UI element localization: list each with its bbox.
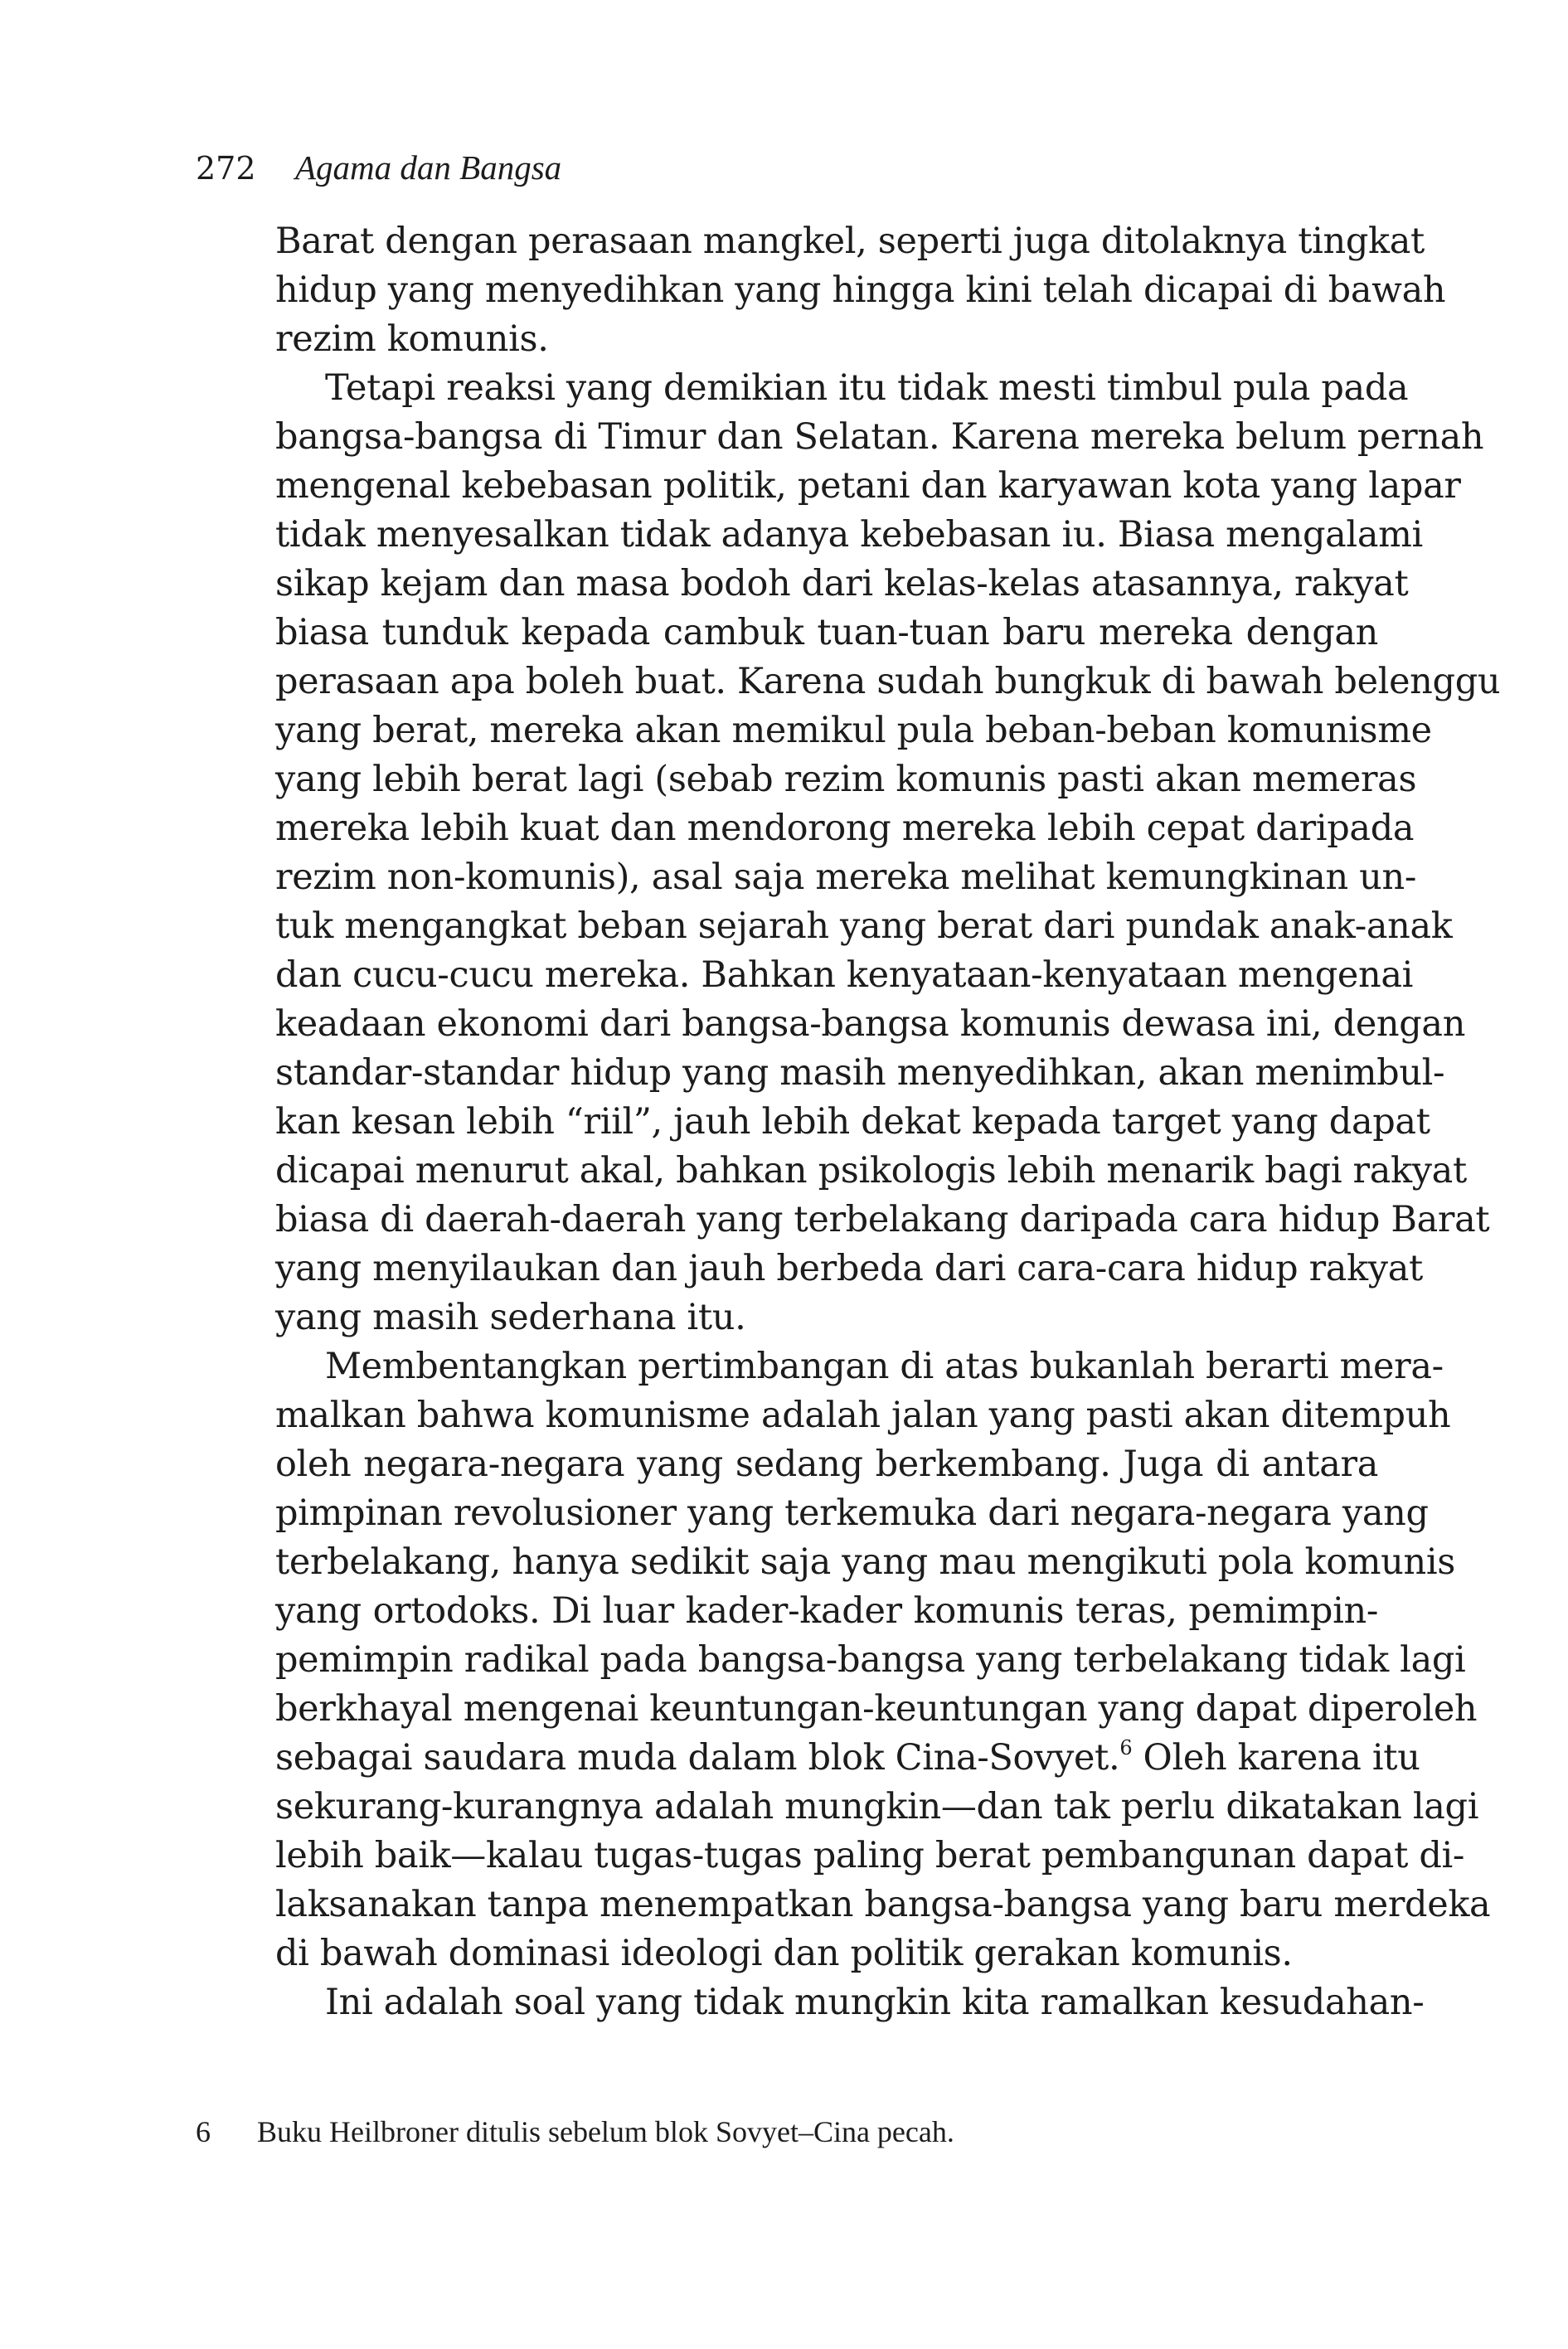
text-line: Membentangkan pertimbangan di atas bukanlah berarti mera- bbox=[325, 1346, 1444, 1387]
footnote-number: 6 bbox=[196, 2115, 211, 2148]
running-header bbox=[196, 148, 561, 197]
text-line: biasa di daerah-daerah yang terbelakang daripada cara hidup Barat bbox=[275, 1199, 1490, 1240]
text-segment: sebagai saudara muda dalam blok Cina-Sovyet. bbox=[275, 1737, 1120, 1779]
page-number: 272 bbox=[196, 150, 256, 187]
text-line: pimpinan revolusioner yang terkemuka dari negara-negara yang bbox=[275, 1492, 1429, 1534]
running-title: Agama dan Bangsa bbox=[295, 148, 562, 187]
text-line: pemimpin radikal pada bangsa-bangsa yang terbelakang tidak lagi bbox=[275, 1639, 1466, 1681]
text-line: yang lebih berat lagi (sebab rezim komunis pasti akan memeras bbox=[275, 759, 1417, 800]
text-line: Barat dengan perasaan mangkel, seperti juga ditolaknya tingkat bbox=[275, 221, 1425, 262]
text-line: mengenal kebebasan politik, petani dan karyawan kota yang lapar bbox=[275, 465, 1461, 507]
text-line: kan kesan lebih “riil”, jauh lebih dekat kepada target yang dapat bbox=[275, 1101, 1430, 1143]
paragraph bbox=[275, 1978, 1425, 2027]
text-line: malkan bahwa komunisme adalah jalan yang pasti akan ditempuh bbox=[275, 1395, 1451, 1436]
text-line: rezim komunis. bbox=[275, 318, 549, 360]
text-segment: Oleh karena itu bbox=[1132, 1737, 1420, 1779]
text-line: yang masih sederhana itu. bbox=[275, 1297, 746, 1338]
footnote bbox=[196, 2113, 1373, 2151]
text-line: bangsa-bangsa di Timur dan Selatan. Karena mereka belum pernah bbox=[275, 416, 1484, 458]
text-line: oleh negara-negara yang sedang berkembang. Juga di antara bbox=[275, 1444, 1378, 1485]
text-line: sikap kejam dan masa bodoh dari kelas-kelas atasannya, rakyat bbox=[275, 563, 1409, 604]
text-line: standar-standar hidup yang masih menyedihkan, akan menimbul- bbox=[275, 1052, 1445, 1094]
text-line: mereka lebih kuat dan mendorong mereka lebih cepat daripada bbox=[275, 808, 1415, 849]
footnote-reference[interactable]: 6 bbox=[1119, 1736, 1133, 1759]
paragraph bbox=[275, 364, 1501, 1342]
text-line: berkhayal mengenai keuntungan-keuntungan yang dapat diperoleh bbox=[275, 1688, 1478, 1730]
text-line: terbelakang, hanya sedikit saja yang mau mengikuti pola komunis bbox=[275, 1541, 1455, 1583]
body-text bbox=[275, 217, 1501, 2027]
text-line-with-footnote bbox=[275, 1734, 1420, 1783]
footnote-text: Buku Heilbroner ditulis sebelum blok Sovyet–Cina pecah. bbox=[257, 2115, 954, 2148]
text-line: keadaan ekonomi dari bangsa-bangsa komunis dewasa ini, dengan bbox=[275, 1003, 1466, 1045]
text-line: biasa tunduk kepada cambuk tuan-tuan baru mereka dengan bbox=[275, 612, 1378, 653]
text-line: Ini adalah soal yang tidak mungkin kita ramalkan kesudahan- bbox=[325, 1982, 1425, 2023]
text-line: Tetapi reaksi yang demikian itu tidak mesti timbul pula pada bbox=[325, 367, 1409, 409]
text-line: dicapai menurut akal, bahkan psikologis lebih menarik bagi rakyat bbox=[275, 1150, 1467, 1191]
text-line: hidup yang menyedihkan yang hingga kini telah dicapai di bawah bbox=[275, 269, 1446, 311]
text-line: rezim non-komunis), asal saja mereka melihat kemungkinan un- bbox=[275, 857, 1416, 898]
text-line: tuk mengangkat beban sejarah yang berat dari pundak anak-anak bbox=[275, 905, 1453, 947]
text-line: lebih baik—kalau tugas-tugas paling berat pembangunan dapat di- bbox=[275, 1835, 1465, 1876]
text-line: tidak menyesalkan tidak adanya kebebasan iu. Biasa mengalami bbox=[275, 514, 1423, 556]
text-line: perasaan apa boleh buat. Karena sudah bungkuk di bawah belenggu bbox=[275, 661, 1501, 702]
text-line: di bawah dominasi ideologi dan politik gerakan komunis. bbox=[275, 1933, 1293, 1974]
text-line: laksanakan tanpa menempatkan bangsa-bangsa yang baru merdeka bbox=[275, 1884, 1491, 1925]
text-line: yang menyilaukan dan jauh berbeda dari cara-cara hidup rakyat bbox=[275, 1248, 1423, 1289]
text-line: yang ortodoks. Di luar kader-kader komunis teras, pemimpin- bbox=[275, 1590, 1378, 1632]
text-line: dan cucu-cucu mereka. Bahkan kenyataan-kenyataan mengenai bbox=[275, 954, 1414, 996]
text-line: sekurang-kurangnya adalah mungkin—dan tak perlu dikatakan lagi bbox=[275, 1786, 1479, 1827]
paragraph bbox=[275, 217, 1446, 364]
text-line: yang berat, mereka akan memikul pula beban-beban komunisme bbox=[275, 710, 1432, 751]
paragraph bbox=[275, 1342, 1491, 1978]
